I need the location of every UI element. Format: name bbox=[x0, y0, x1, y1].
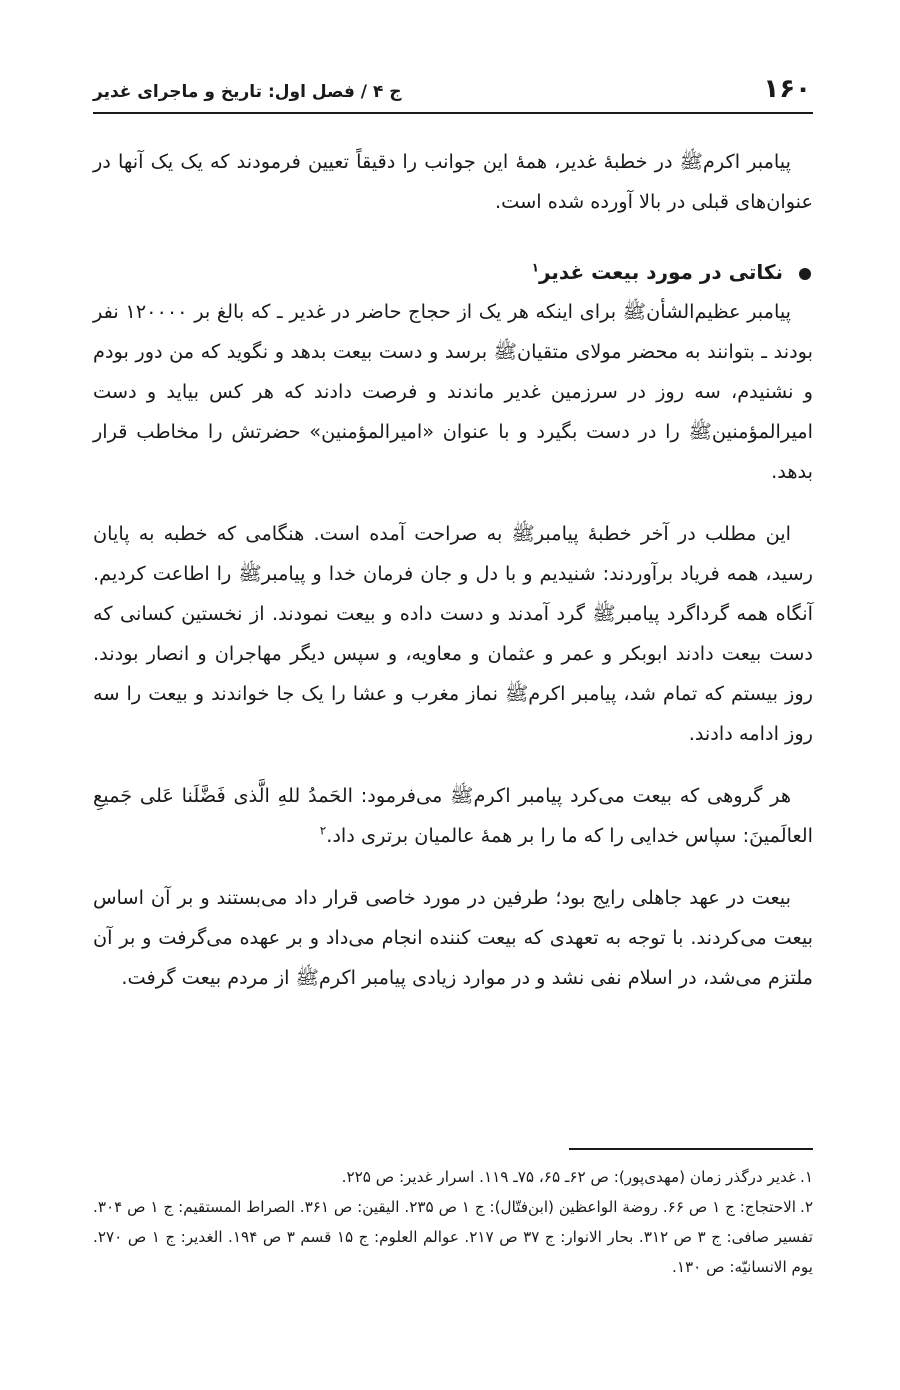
section-title: نکاتی در مورد بیعت غدیر bbox=[538, 260, 783, 284]
page-number: ۱۶۰ bbox=[763, 74, 811, 104]
book-page bbox=[93, 0, 813, 1390]
section-heading bbox=[93, 252, 813, 292]
footnote-text: الاحتجاج: ج ۱ ص ۶۶. روضة الواعظین (ابن‌فتّال): ج ۱ ص ۲۳۵. الیقین: ص ۳۶۱. الصراط المستقیم: ج ۱ ص ۳۰۴. تفسیر صافی: ج ۳ ص ۳۱۲. بحار الانوار: ج ۳۷ ص ۲۱۷. عوالم العلوم: ج ۱۵ قسم ۳ ص ۱۹۴. الغدیر: ج ۱ ص ۲۷۰. یوم الانسانیّه: ص ۱۳۰. bbox=[93, 1198, 814, 1276]
paragraph-sermon-end: این مطلب در آخر خطبهٔ پیامبرﷺ به صراحت آمده است. هنگامی که خطبه به پایان رسید، همه فریاد برآوردند: شنیدیم و با دل و جان فرمان خدا و پیامبرﷺ را اطاعت کردیم. آنگاه همه گرداگرد پیامبرﷺ گرد آمدند و دست داده و بیعت نمودند. از نخستین کسانی که دست بیعت دادند ابوبکر و عمر و عثمان و معاویه، و سپس دیگر مهاجران و انصار بودند. روز بیستم که تمام شد، پیامبر اکرم‌ﷺ نماز مغرب و عشا را یک جا خواندند و بیعت را سه روز ادامه دادند. bbox=[93, 522, 813, 745]
bullet-icon bbox=[799, 268, 811, 280]
page-header bbox=[93, 72, 813, 114]
footnote-2 bbox=[93, 1192, 813, 1282]
footnotes bbox=[93, 1162, 813, 1282]
paragraph-praise bbox=[93, 776, 813, 856]
footnote-text: غدیر درگذر زمان (مهدی‌پور): ص ۶۲ـ ۶۵، ۷۵ـ ۱۱۹. اسرار غدیر: ص ۲۲۵. bbox=[341, 1168, 796, 1186]
footnote-ref-2[interactable]: ۲ bbox=[319, 823, 327, 838]
footnote-number: ۲. bbox=[800, 1198, 813, 1216]
running-head: ج ۴ / فصل اول: تاریخ و ماجرای غدیر bbox=[93, 82, 402, 102]
footnote-ref-1[interactable]: ۱ bbox=[531, 260, 539, 275]
footnote-1 bbox=[93, 1162, 813, 1192]
footnote-divider bbox=[569, 1148, 813, 1150]
paragraph-pledge-days: پیامبر عظیم‌الشأن‌ﷺ برای اینکه هر یک از حجاج حاضر در غدیر ـ که بالغ بر ۱۲۰۰۰۰ نفر بودند ـ بتوانند به محضر مولای متقیان‌ﷺ برسد و دست بیعت بدهد و نگوید که من دور بودم و نشنیدم، سه روز در سرزمین غدیر ماندند و فرصت دادند که هر کس بیاید و دست امیرالمؤمنین‌ﷺ را در دست بگیرد و با عنوان «امیرالمؤمنین» حضرتش را مخاطب قرار بدهد. bbox=[93, 300, 813, 483]
paragraph-praise-text: هر گروهی که بیعت می‌کرد پیامبر اکرم‌ﷺ می‌فرمود: الحَمدُ للهِ الَّذی فَضَّلَنا عَلی جَمیعِ العالَمینَ: سپاس خدایی را که ما را بر همهٔ عالمیان برتری داد. bbox=[93, 784, 813, 847]
paragraph-intro: پیامبر اکرم‌ﷺ در خطبهٔ غدیر، همهٔ این جوانب را دقیقاً تعیین فرمودند که یک یک آنها در عنوان‌های قبلی در بالا آورده شده است. bbox=[93, 150, 813, 213]
paragraph-jahili-pledge: بیعت در عهد جاهلی رایج بود؛ طرفین در مورد خاصی قرار داد می‌بستند و بر آن اساس بیعت می‌کردند. با توجه به تعهدی که بیعت کننده انجام می‌داد و بر عهده می‌گرفت و بر آن ملتزم می‌شد، در اسلام نفی نشد و در موارد زیادی پیامبر اکرم‌ﷺ از مردم بیعت گرفت. bbox=[93, 886, 813, 989]
main-text bbox=[93, 142, 813, 1020]
footnote-number: ۱. bbox=[800, 1168, 813, 1186]
